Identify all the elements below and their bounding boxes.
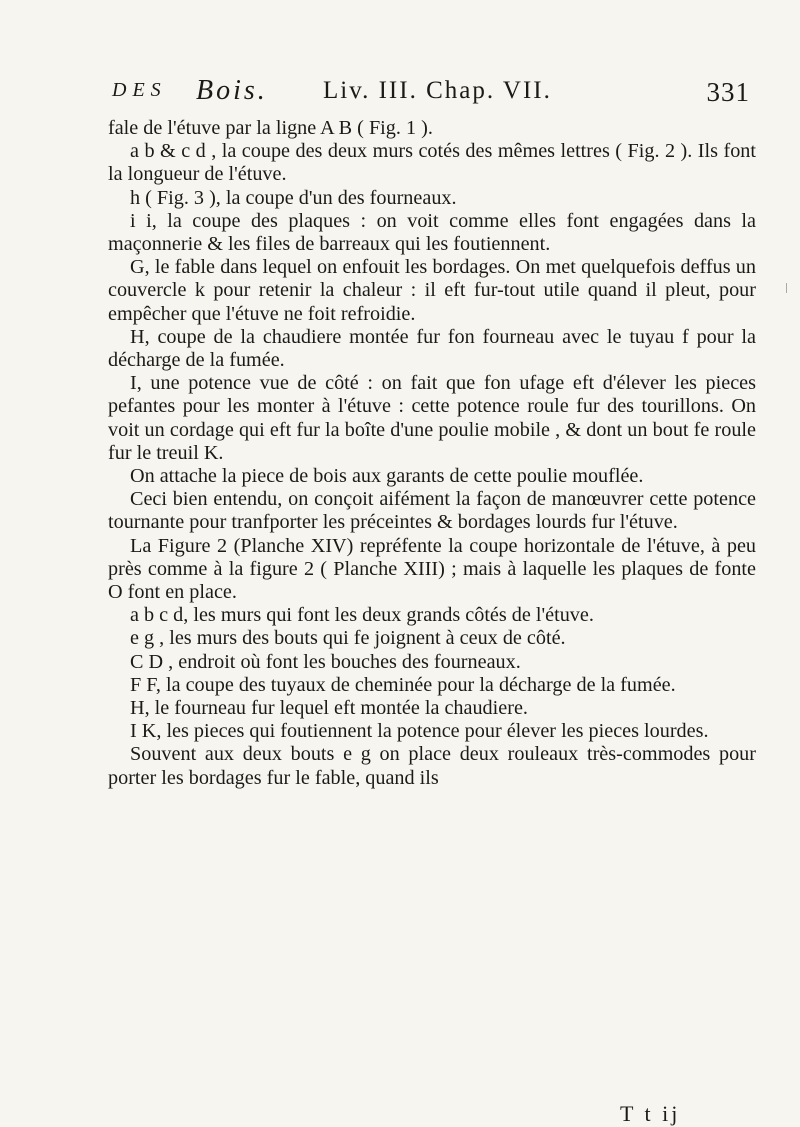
paragraph-8: Ceci bien entendu, on conçoit aifément la façon de manœuvrer cette potence tournante pour tranfporter les préceintes & bordages lourds fur l'étuve. [108,488,756,534]
header-bois: Bois. [196,75,268,106]
page-number: 331 [706,77,750,107]
paragraph-3: i i, la coupe des plaques : on voit comme elles font engagées dans la maçonnerie & les files de barreaux qui les foutiennent. [108,209,756,256]
page-body [108,117,756,790]
paragraph-4: G, le fable dans lequel on enfouit les bordages. On met quelquefois deffus un couvercle k pour retenir la chaleur : il eft fur-tout utile quand il pleut, pour empêcher que l'étuve ne foit refroidie. [108,256,756,325]
paragraph-12: C D , endroit où font les bouches des fourneaux. [130,650,521,673]
paragraph-13: F F, la coupe des tuyaux de cheminée pour la décharge de la fumée. [130,673,676,696]
paragraph-5: H, coupe de la chaudiere montée fur fon fourneau avec le tuyau f pour la décharge de la fumée. [108,325,756,372]
paragraph-14: H, le fourneau fur lequel eft montée la chaudiere. [130,697,528,720]
header-des: DES [112,79,167,101]
paragraph-10: a b c d, les murs qui font les deux grands côtés de l'étuve. [130,604,594,627]
paragraph-15: I K, les pieces qui foutiennent la potence pour élever les pieces lourdes. [130,720,709,743]
paragraph-9: La Figure 2 (Planche XIV) repréfente la coupe horizontale de l'étuve, à peu près comme à la figure 2 ( Planche XIII) ; mais à laquelle les plaques de fonte O font en place. [108,534,756,604]
paragraph-6: I, une potence vue de côté : on fait que fon ufage eft d'élever les pieces pefantes pour les monter à l'étuve : cette potence roule fur des tourillons. On voit un cordage qui eft fur la boîte d'une poulie mobile , & dont un bout fe roule fur le treuil K. [108,372,756,464]
paragraph-2: h ( Fig. 3 ), la coupe d'un des fourneaux. [130,186,457,209]
margin-mark [786,283,787,293]
signature-mark: T t ij [620,1101,681,1126]
paragraph-1: a b & c d , la coupe des deux murs cotés des mêmes lettres ( Fig. 2 ). Ils font la longueur de l'étuve. [108,140,756,186]
paragraph-0: fale de l'étuve par la ligne A B ( Fig. 1 ). [108,117,433,139]
paragraph-16: Souvent aux deux bouts e g on place deux rouleaux très-commodes pour porter les bordages fur le fable, quand ils [108,743,756,789]
running-header [110,75,750,115]
header-chapter: Liv. III. Chap. VII. [323,77,552,104]
paragraph-7: On attache la piece de bois aux garants de cette poulie mouflée. [130,465,644,488]
paragraph-11: e g , les murs des bouts qui fe joignent à ceux de côté. [130,627,566,650]
